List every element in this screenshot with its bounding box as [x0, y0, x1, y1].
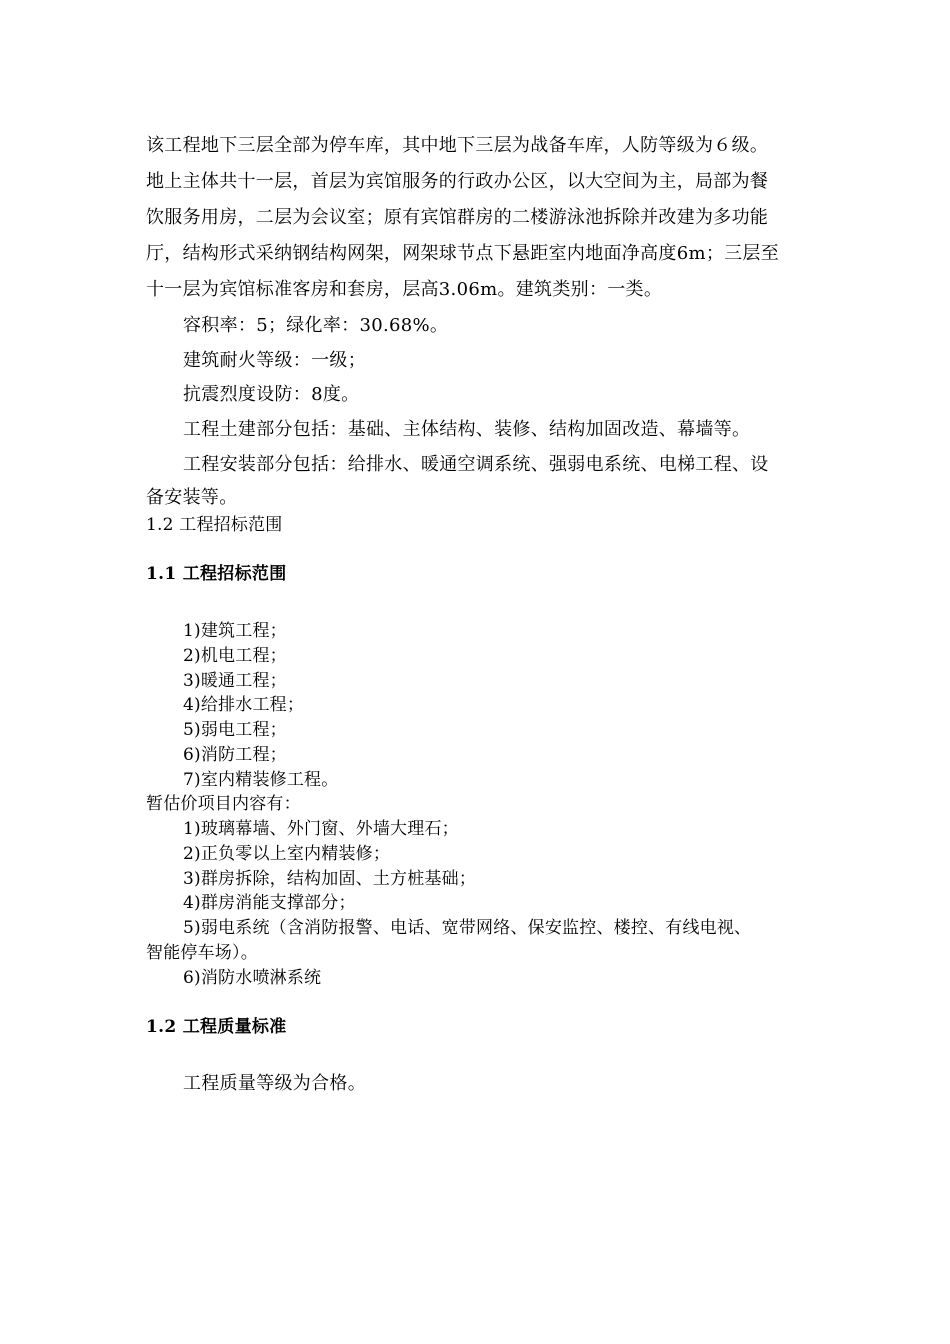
install-line: 工程安装部分包括：给排水、暖通空调系统、强弱电系统、电梯工程、设: [183, 454, 769, 475]
list-item: 5)弱电系统（含消防报警、电话、宽带网络、保安监控、楼控、有线电视、: [183, 918, 752, 938]
intro-line: 地上主体共十一层，首层为宾馆服务的行政办公区，以大空间为主，局部为餐: [146, 171, 769, 192]
fact-line: 容积率：5；绿化率：30.68%。: [183, 315, 449, 336]
fact-line: 抗震烈度设防：8度。: [183, 384, 360, 405]
list-item: 3)暖通工程；: [183, 671, 287, 691]
list-item: 1)建筑工程；: [183, 621, 287, 641]
install-line: 备安装等。: [146, 487, 238, 508]
list-item: 4)给排水工程；: [183, 695, 305, 715]
section-heading: 1.2 工程质量标准: [146, 1017, 287, 1037]
list-item: 3)群房拆除，结构加固、土方桩基础；: [183, 869, 477, 889]
fact-line: 建筑耐火等级：一级；: [183, 350, 366, 371]
list-item: 7)室内精装修工程。: [183, 770, 339, 790]
intro-line: 该工程地下三层全部为停车库，其中地下三层为战备车库，人防等级为６级。: [146, 135, 769, 156]
section-heading: 1.1 工程招标范围: [146, 564, 287, 584]
list-item: 6)消防水喷淋系统: [183, 968, 322, 988]
list-item: 1)玻璃幕墙、外门窗、外墙大理石；: [183, 819, 459, 839]
list-item: 5)弱电工程；: [183, 720, 287, 740]
fact-line: 工程土建部分包括：基础、主体结构、装修、结构加固改造、幕墙等。: [183, 419, 751, 440]
provisional-title: 暂估价项目内容有：: [146, 794, 301, 814]
list-item: 2)正负零以上室内精装修；: [183, 844, 391, 864]
list-item: 6)消防工程；: [183, 745, 287, 765]
list-item-continuation: 智能停车场）。: [146, 943, 258, 963]
intro-line: 厅，结构形式采纳钢结构网架，网架球节点下悬距室内地面净高度6m；三层至: [146, 243, 780, 264]
body-text: 工程质量等级为合格。: [183, 1073, 366, 1094]
sub-heading: 1.2 工程招标范围: [146, 515, 283, 535]
list-item: 2)机电工程；: [183, 646, 287, 666]
intro-line: 十一层为宾馆标准客房和套房，层高3.06m。建筑类别：一类。: [146, 279, 663, 300]
list-item: 4)群房消能支撑部分；: [183, 893, 356, 913]
intro-line: 饮服务用房，二层为会议室；原有宾馆群房的二楼游泳池拆除并改建为多功能: [146, 207, 769, 228]
